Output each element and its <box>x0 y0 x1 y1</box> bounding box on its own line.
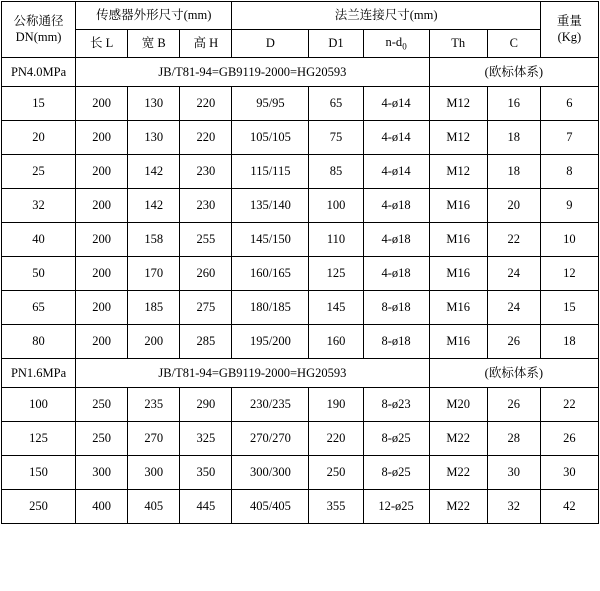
cell-n-d0: 8-ø18 <box>363 325 429 359</box>
cell-width: 405 <box>128 490 180 524</box>
table-row <box>2 189 599 223</box>
cell-th: M22 <box>429 422 487 456</box>
header-n-d0-subscript: 0 <box>402 41 407 52</box>
header-th: Th <box>429 30 487 58</box>
cell-th: M22 <box>429 456 487 490</box>
header-flange-group: 法兰连接尺寸(mm) <box>232 2 540 30</box>
header-row-groups <box>2 2 599 30</box>
cell-dn: 25 <box>2 155 76 189</box>
cell-d: 230/235 <box>232 388 309 422</box>
cell-n-d0: 12-ø25 <box>363 490 429 524</box>
cell-length: 200 <box>76 257 128 291</box>
section-pressure-rating: PN1.6MPa <box>2 359 76 388</box>
section-standard: JB/T81-94=GB9119-2000=HG20593 <box>76 359 430 388</box>
cell-width: 200 <box>128 325 180 359</box>
cell-length: 250 <box>76 422 128 456</box>
section-note: (欧标体系) <box>429 58 598 87</box>
cell-c: 24 <box>487 291 540 325</box>
cell-height: 220 <box>180 121 232 155</box>
cell-th: M16 <box>429 291 487 325</box>
cell-weight: 18 <box>540 325 598 359</box>
cell-width: 158 <box>128 223 180 257</box>
cell-c: 20 <box>487 189 540 223</box>
cell-d: 145/150 <box>232 223 309 257</box>
table-row <box>2 257 599 291</box>
cell-d1: 145 <box>309 291 363 325</box>
cell-d: 115/115 <box>232 155 309 189</box>
cell-width: 142 <box>128 189 180 223</box>
cell-dn: 50 <box>2 257 76 291</box>
cell-weight: 26 <box>540 422 598 456</box>
header-d1: D1 <box>309 30 363 58</box>
cell-dn: 65 <box>2 291 76 325</box>
cell-d: 135/140 <box>232 189 309 223</box>
header-row-subcolumns <box>2 30 599 58</box>
cell-height: 445 <box>180 490 232 524</box>
cell-width: 270 <box>128 422 180 456</box>
cell-height: 230 <box>180 155 232 189</box>
cell-n-d0: 8-ø18 <box>363 291 429 325</box>
header-n-d0 <box>363 30 429 58</box>
cell-d: 300/300 <box>232 456 309 490</box>
cell-width: 142 <box>128 155 180 189</box>
header-height: 高 H <box>180 30 232 58</box>
header-dn-line2: DN(mm) <box>15 29 62 44</box>
header-n-d0-prefix: n-d <box>385 35 403 50</box>
cell-width: 235 <box>128 388 180 422</box>
table-header <box>2 2 599 58</box>
cell-weight: 22 <box>540 388 598 422</box>
cell-length: 300 <box>76 456 128 490</box>
cell-dn: 20 <box>2 121 76 155</box>
table-row <box>2 456 599 490</box>
header-weight <box>540 2 598 58</box>
table-body <box>2 58 599 524</box>
cell-n-d0: 4-ø14 <box>363 155 429 189</box>
cell-length: 200 <box>76 87 128 121</box>
cell-n-d0: 8-ø25 <box>363 422 429 456</box>
cell-height: 275 <box>180 291 232 325</box>
cell-weight: 10 <box>540 223 598 257</box>
header-weight-unit: (Kg) <box>557 29 582 44</box>
cell-c: 30 <box>487 456 540 490</box>
cell-weight: 42 <box>540 490 598 524</box>
table-row <box>2 291 599 325</box>
cell-length: 200 <box>76 121 128 155</box>
cell-d1: 355 <box>309 490 363 524</box>
specification-table <box>1 1 599 524</box>
cell-c: 26 <box>487 388 540 422</box>
table-row <box>2 325 599 359</box>
cell-d1: 190 <box>309 388 363 422</box>
table-row <box>2 121 599 155</box>
cell-height: 255 <box>180 223 232 257</box>
cell-dn: 150 <box>2 456 76 490</box>
cell-length: 200 <box>76 291 128 325</box>
cell-th: M16 <box>429 189 487 223</box>
cell-c: 18 <box>487 155 540 189</box>
cell-d1: 220 <box>309 422 363 456</box>
cell-c: 22 <box>487 223 540 257</box>
cell-length: 250 <box>76 388 128 422</box>
cell-length: 200 <box>76 223 128 257</box>
cell-weight: 30 <box>540 456 598 490</box>
header-dn-line1: 公称通径 <box>13 13 64 28</box>
header-length: 长 L <box>76 30 128 58</box>
cell-th: M12 <box>429 87 487 121</box>
cell-d: 195/200 <box>232 325 309 359</box>
cell-d1: 160 <box>309 325 363 359</box>
cell-d1: 125 <box>309 257 363 291</box>
cell-length: 200 <box>76 189 128 223</box>
cell-width: 170 <box>128 257 180 291</box>
cell-weight: 9 <box>540 189 598 223</box>
cell-height: 285 <box>180 325 232 359</box>
cell-dn: 40 <box>2 223 76 257</box>
cell-weight: 8 <box>540 155 598 189</box>
cell-d1: 75 <box>309 121 363 155</box>
cell-dn: 32 <box>2 189 76 223</box>
cell-d: 180/185 <box>232 291 309 325</box>
cell-dn: 15 <box>2 87 76 121</box>
table-row <box>2 422 599 456</box>
cell-th: M22 <box>429 490 487 524</box>
cell-d1: 85 <box>309 155 363 189</box>
cell-d1: 100 <box>309 189 363 223</box>
cell-weight: 12 <box>540 257 598 291</box>
cell-dn: 80 <box>2 325 76 359</box>
cell-th: M12 <box>429 155 487 189</box>
table-row <box>2 155 599 189</box>
section-note: (欧标体系) <box>429 359 598 388</box>
cell-c: 16 <box>487 87 540 121</box>
cell-c: 24 <box>487 257 540 291</box>
header-c: C <box>487 30 540 58</box>
cell-d: 405/405 <box>232 490 309 524</box>
cell-width: 130 <box>128 87 180 121</box>
cell-weight: 6 <box>540 87 598 121</box>
cell-width: 130 <box>128 121 180 155</box>
section-header-row <box>2 58 599 87</box>
cell-c: 26 <box>487 325 540 359</box>
header-weight-label: 重量 <box>556 13 582 28</box>
table-row <box>2 388 599 422</box>
cell-height: 350 <box>180 456 232 490</box>
cell-th: M20 <box>429 388 487 422</box>
cell-dn: 100 <box>2 388 76 422</box>
cell-n-d0: 8-ø25 <box>363 456 429 490</box>
cell-n-d0: 4-ø14 <box>363 121 429 155</box>
section-pressure-rating: PN4.0MPa <box>2 58 76 87</box>
header-d: D <box>232 30 309 58</box>
cell-weight: 7 <box>540 121 598 155</box>
cell-th: M16 <box>429 223 487 257</box>
cell-d1: 110 <box>309 223 363 257</box>
cell-d: 95/95 <box>232 87 309 121</box>
cell-width: 185 <box>128 291 180 325</box>
cell-height: 260 <box>180 257 232 291</box>
cell-c: 32 <box>487 490 540 524</box>
cell-height: 230 <box>180 189 232 223</box>
header-sensor-group: 传感器外形尺寸(mm) <box>76 2 232 30</box>
cell-d: 270/270 <box>232 422 309 456</box>
cell-weight: 15 <box>540 291 598 325</box>
cell-c: 28 <box>487 422 540 456</box>
cell-height: 220 <box>180 87 232 121</box>
cell-n-d0: 4-ø18 <box>363 257 429 291</box>
cell-d1: 65 <box>309 87 363 121</box>
cell-d: 105/105 <box>232 121 309 155</box>
cell-height: 290 <box>180 388 232 422</box>
cell-c: 18 <box>487 121 540 155</box>
cell-width: 300 <box>128 456 180 490</box>
cell-d: 160/165 <box>232 257 309 291</box>
cell-th: M16 <box>429 325 487 359</box>
cell-n-d0: 4-ø14 <box>363 87 429 121</box>
section-standard: JB/T81-94=GB9119-2000=HG20593 <box>76 58 430 87</box>
cell-d1: 250 <box>309 456 363 490</box>
cell-th: M12 <box>429 121 487 155</box>
table-row <box>2 490 599 524</box>
table-row <box>2 87 599 121</box>
table-row <box>2 223 599 257</box>
cell-height: 325 <box>180 422 232 456</box>
cell-length: 200 <box>76 325 128 359</box>
cell-th: M16 <box>429 257 487 291</box>
cell-length: 200 <box>76 155 128 189</box>
cell-dn: 125 <box>2 422 76 456</box>
cell-length: 400 <box>76 490 128 524</box>
cell-n-d0: 4-ø18 <box>363 189 429 223</box>
section-header-row <box>2 359 599 388</box>
header-dn <box>2 2 76 58</box>
cell-n-d0: 4-ø18 <box>363 223 429 257</box>
cell-n-d0: 8-ø23 <box>363 388 429 422</box>
header-width: 宽 B <box>128 30 180 58</box>
cell-dn: 250 <box>2 490 76 524</box>
